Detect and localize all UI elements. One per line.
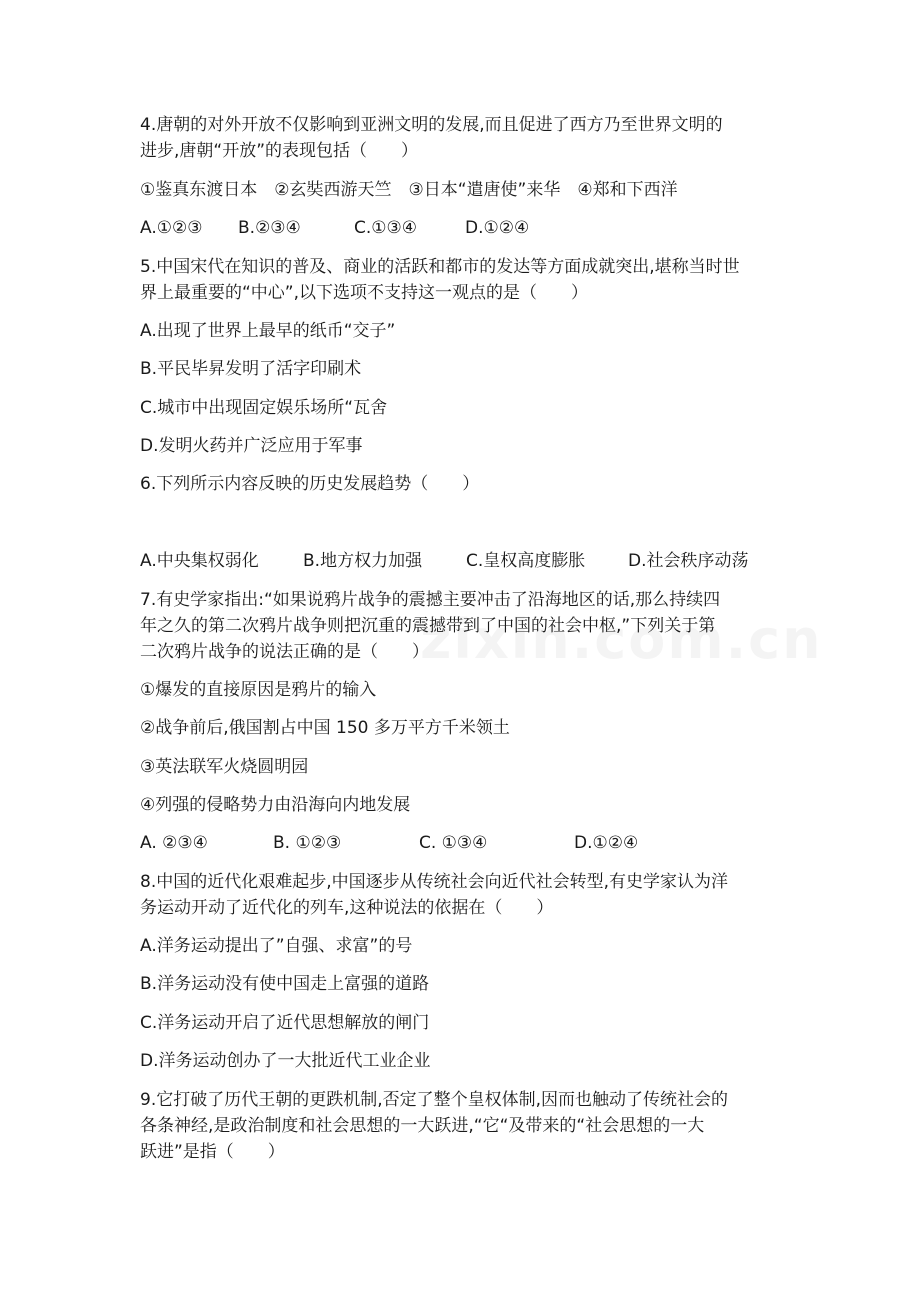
q8-stem-line2: 务运动开动了近代化的列车,这种说法的依据在（ ）: [140, 898, 554, 918]
q4-option-a: A.①②③: [140, 218, 203, 238]
q6-stem: 6.下列所示内容反映的历史发展趋势（ ）: [140, 474, 480, 494]
q7-option-c: C. ①③④: [419, 833, 488, 853]
q4-option-c: C.①③④: [354, 218, 417, 238]
q4-stem-line2: 进步,唐朝“开放”的表现包括（ ）: [140, 141, 419, 161]
q4-stem-line1: 4.唐朝的对外开放不仅影响到亚洲文明的发展,而且促进了西方乃至世界文明的: [140, 115, 723, 135]
q6-option-c: C.皇权高度膨胀: [466, 551, 586, 571]
q8-option-a: A.洋务运动提出了”自强、求富”的号: [140, 936, 413, 956]
q6-options: [140, 549, 790, 573]
q6-option-d: D.社会秩序动荡: [628, 551, 749, 571]
q8-option-b: B.洋务运动没有使中国走上富强的道路: [140, 974, 430, 994]
q4-options: [140, 216, 790, 240]
q4-items: ①鉴真东渡日本 ②玄奘西游天竺 ③日本“遣唐使”来华 ④郑和下西洋: [140, 180, 678, 200]
q7-item-2: ②战争前后,俄国割占中国 150 多万平方千米领土: [140, 718, 510, 738]
q5-option-b: B.平民毕昇发明了活字印刷术: [140, 359, 362, 379]
q4-option-b: B.②③④: [238, 218, 301, 238]
q8-stem-line1: 8.中国的近代化艰难起步,中国逐步从传统社会向近代社会转型,有史学家认为洋: [140, 872, 729, 892]
q7-stem-line3: 二次鸦片战争的说法正确的是（ ）: [140, 642, 429, 662]
q7-option-a: A. ②③④: [140, 833, 208, 853]
q7-item-4: ④列强的侵略势力由沿海向内地发展: [140, 795, 411, 815]
q5-stem-line2: 界上最重要的“中心”,以下选项不支持这一观点的是（ ）: [140, 283, 589, 303]
q7-option-b: B. ①②③: [273, 833, 342, 853]
q7-options: [140, 831, 790, 855]
q7-stem-line1: 7.有史学家指出:“如果说鸦片战争的震撼主要冲击了沿海地区的话,那么持续四: [140, 590, 721, 610]
q9-stem-line1: 9.它打破了历代王朝的更跌机制,否定了整个皇权体制,因而也触动了传统社会的: [140, 1090, 729, 1110]
q9-stem-line3: 跃进”是指（ ）: [140, 1142, 285, 1162]
q9-stem-line2: 各条神经,是政治制度和社会思想的一大跃进,“它“及带来的“社会思想的一大: [140, 1116, 705, 1136]
q6-option-b: B.地方权力加强: [303, 551, 423, 571]
q7-item-3: ③英法联军火烧圆明园: [140, 757, 309, 777]
q4-option-d: D.①②④: [465, 218, 530, 238]
q6-option-a: A.中央集权弱化: [140, 551, 259, 571]
q5-option-d: D.发明火药并广泛应用于军事: [140, 436, 363, 456]
q5-stem-line1: 5.中国宋代在知识的普及、商业的活跃和都市的发达等方面成就突出,堪称当时世: [140, 257, 740, 277]
q8-option-d: D.洋务运动创办了一大批近代工业企业: [140, 1051, 431, 1071]
q8-option-c: C.洋务运动开启了近代思想解放的闸门: [140, 1013, 430, 1033]
q7-option-d: D.①②④: [574, 833, 639, 853]
q5-option-c: C.城市中出现固定娱乐场所“瓦舍: [140, 398, 388, 418]
q7-item-1: ①爆发的直接原因是鸦片的输入: [140, 680, 377, 700]
q7-stem-line2: 年之久的第二次鸦片战争则把沉重的震撼带到了中国的社会中枢,”下列关于第: [140, 616, 716, 636]
q5-option-a: A.出现了世界上最早的纸币“交子”: [140, 321, 396, 341]
